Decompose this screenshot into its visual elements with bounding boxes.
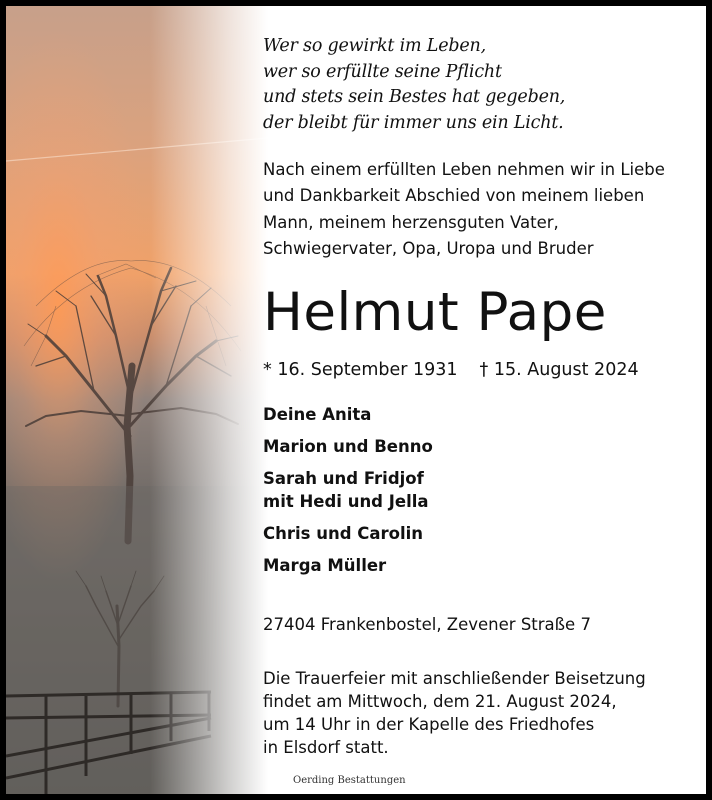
intro-text	[263, 157, 665, 262]
poem-line: der bleibt für immer uns ein Licht.	[263, 112, 564, 133]
mourner-name: Chris und Carolin	[263, 524, 424, 543]
sunset-tree-photo	[6, 6, 268, 794]
ceremony-line: um 14 Uhr in der Kapelle des Friedhofes	[263, 715, 595, 734]
ceremony-line: findet am Mittwoch, dem 21. August 2024,	[263, 692, 617, 711]
mourner-group	[263, 522, 433, 545]
mourner-name: Sarah und Fridjof	[263, 469, 424, 488]
intro-line: und Dankbarkeit Abschied von meinem lieben	[263, 186, 645, 206]
mourner-name: Marga Müller	[263, 556, 387, 575]
mourning-address: 27404 Frankenbostel, Zevener Straße 7	[263, 615, 591, 634]
mourner-group	[263, 403, 433, 426]
mourner-group	[263, 435, 433, 458]
intro-line: Nach einem erfüllten Leben nehmen wir in Liebe	[263, 160, 665, 179]
memorial-poem	[263, 34, 565, 136]
ceremony-line: in Elsdorf statt.	[263, 738, 389, 757]
mourner-name: Marion und Benno	[263, 437, 433, 456]
poem-line: wer so erfüllte seine Pflicht	[263, 61, 502, 82]
undertaker-credit: Oerding Bestattungen	[293, 775, 406, 786]
birth-date: * 16. September 1931	[263, 360, 458, 380]
poem-line: und stets sein Bestes hat gegeben,	[263, 87, 566, 107]
mourner-group	[263, 554, 433, 577]
funeral-notice	[263, 667, 646, 759]
mourner-name: Deine Anita	[263, 405, 372, 424]
ceremony-line: Die Trauerfeier mit anschließender Beisetzung	[263, 669, 646, 688]
mourner-name: mit Hedi und Jella	[263, 492, 429, 511]
poem-line: Wer so gewirkt im Leben,	[263, 36, 486, 56]
intro-line: Mann, meinem herzensguten Vater,	[263, 212, 559, 232]
death-date: † 15. August 2024	[479, 360, 639, 380]
intro-line: Schwiegervater, Opa, Uropa und Bruder	[263, 238, 594, 258]
deceased-name: Helmut Pape	[263, 282, 607, 343]
mourners-list	[263, 403, 433, 586]
mourner-group	[263, 467, 433, 513]
life-dates	[263, 355, 639, 385]
